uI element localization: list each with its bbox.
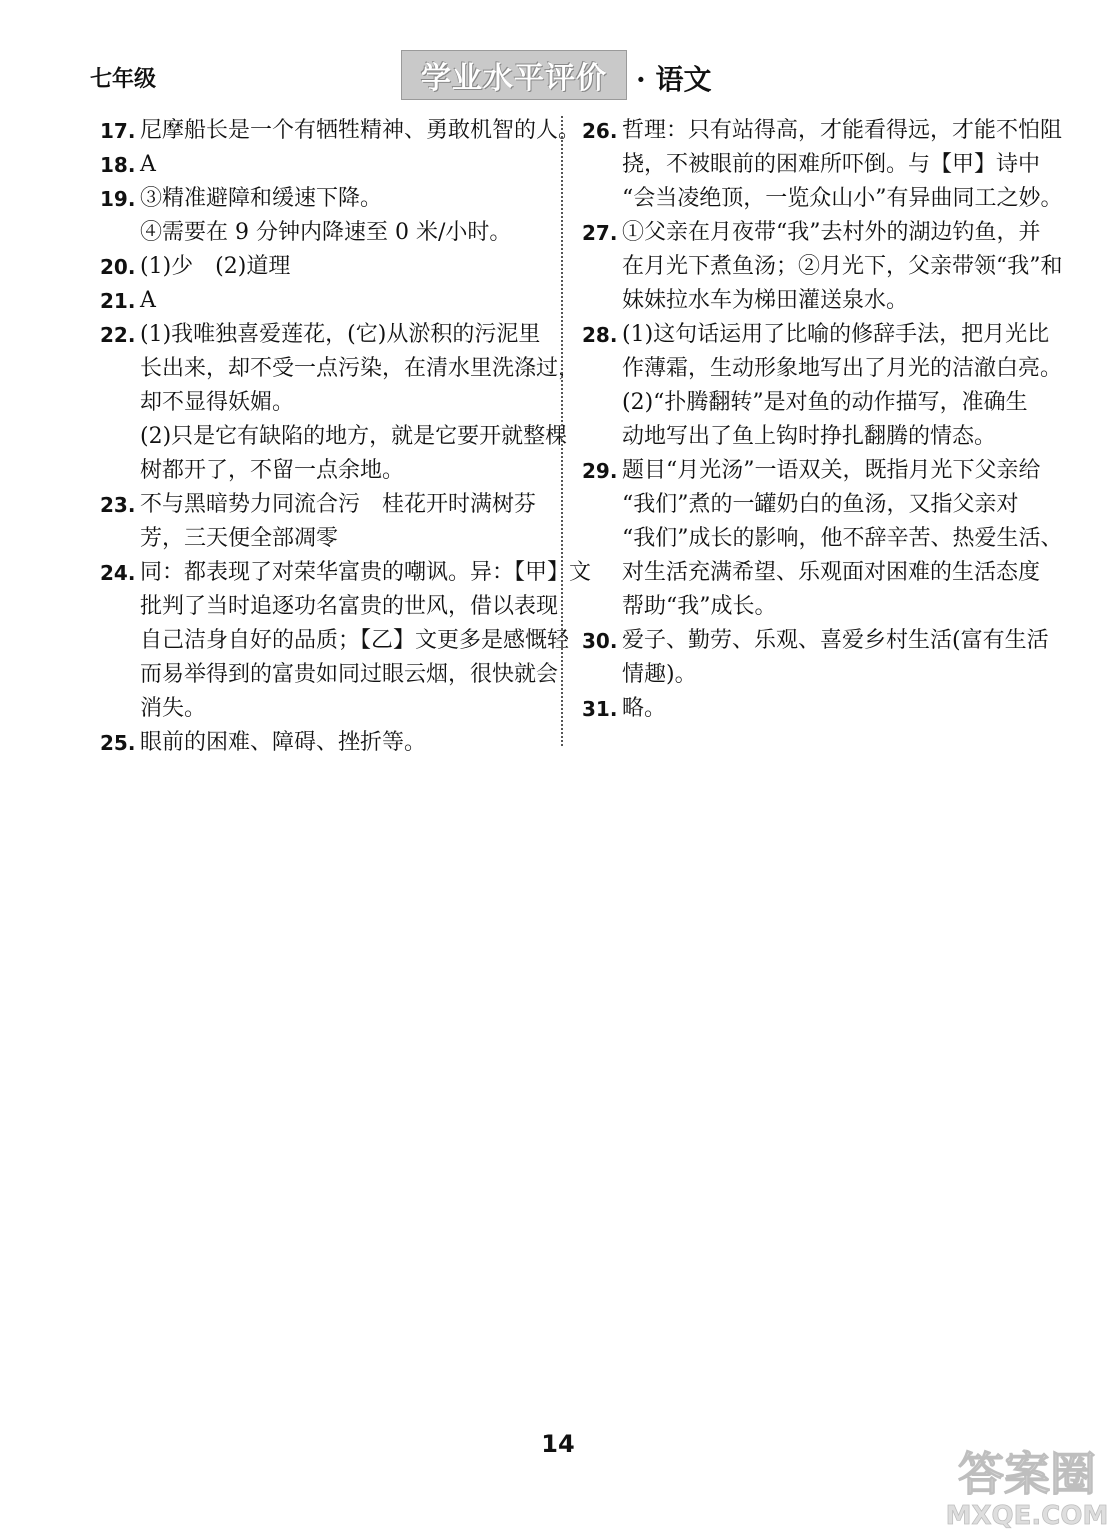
answer-line: 自己洁身自好的品质；【乙】文更多是感慨轻: [140, 628, 570, 653]
answer-line: 长出来，却不受一点污染，在清水里洗涤过，: [140, 356, 581, 381]
answer-item: [100, 148, 548, 182]
page-number: 14: [541, 1430, 575, 1458]
answer-line: “我们”成长的影响，他不辞辛苦、热爱生活、: [622, 526, 1063, 551]
answer-line: 作薄霜，生动形象地写出了月光的洁澈白亮。: [622, 356, 1063, 381]
subject-label: · 语文: [636, 63, 712, 96]
answer-line: ③精准避障和缓速下降。: [140, 186, 383, 211]
answer-item: [100, 726, 548, 760]
answer-line: 树都开了，不留一点余地。: [140, 458, 405, 483]
answer-line: A: [140, 288, 156, 313]
answer-line: 哲理：只有站得高，才能看得远，才能不怕阻: [622, 118, 1063, 143]
answer-item: [582, 114, 1063, 216]
answer-number: 26.: [582, 119, 618, 143]
answer-line: (1)少 (2)道理: [140, 254, 291, 279]
answer-item: [100, 318, 581, 488]
answer-item: [582, 624, 1049, 692]
answer-line: 爱子、勤劳、乐观、喜爱乡村生活(富有生活: [622, 628, 1049, 653]
answer-line: 挠，不被眼前的困难所吓倒。与【甲】诗中: [622, 152, 1041, 177]
left-answer-column: [100, 114, 592, 760]
answer-line: 芳，三天便全部凋零: [140, 526, 339, 551]
answer-number: 24.: [100, 561, 136, 585]
answer-number: 25.: [100, 731, 136, 755]
answer-line: (2)“扑腾翻转”是对鱼的动作描写，准确生: [622, 390, 1028, 415]
answer-number: 29.: [582, 459, 618, 483]
answer-item: [582, 692, 1036, 726]
watermark-text-top: 答案圈: [958, 1447, 1096, 1501]
answer-line: (1)这句话运用了比喻的修辞手法，把月光比: [622, 322, 1050, 347]
answer-line: 消失。: [140, 696, 207, 721]
answer-line: 眼前的困难、障碍、挫折等。: [140, 730, 427, 755]
answer-number: 18.: [100, 153, 136, 177]
book-title-banner: 学业水平评价: [401, 50, 627, 100]
answer-line: A: [140, 152, 156, 177]
answer-item: [100, 284, 548, 318]
answer-line: 妹妹拉水车为梯田灌送泉水。: [622, 288, 909, 313]
answer-line: 同：都表现了对荣华富贵的嘲讽。异：【甲】文: [140, 560, 592, 585]
right-answer-column: [582, 114, 1063, 726]
answer-item: [582, 216, 1063, 318]
answer-line: 对生活充满希望、乐观面对困难的生活态度: [622, 560, 1041, 585]
answer-number: 21.: [100, 289, 136, 313]
answer-number: 27.: [582, 221, 618, 245]
answer-item: [582, 454, 1063, 624]
answer-number: 19.: [100, 187, 136, 211]
answer-number: 23.: [100, 493, 136, 517]
answer-number: 28.: [582, 323, 618, 347]
answer-line: 动地写出了鱼上钩时挣扎翻腾的情态。: [622, 424, 997, 449]
column-divider: [561, 116, 563, 746]
answer-line: 帮助“我”成长。: [622, 594, 777, 619]
answer-item: [100, 114, 581, 148]
answer-line: 不与黑暗势力同流合污 桂花开时满树芬: [140, 492, 537, 517]
answer-line: 在月光下煮鱼汤；②月光下，父亲带领“我”和: [622, 254, 1063, 279]
answer-line: 题目“月光汤”一语双关，既指月光下父亲给: [622, 458, 1041, 483]
answer-line: ①父亲在月夜带“我”去村外的湖边钓鱼，并: [622, 220, 1041, 245]
watermark-text-bottom: MXQE.COM: [945, 1501, 1109, 1530]
answer-number: 20.: [100, 255, 136, 279]
answer-line: 却不显得妖媚。: [140, 390, 295, 415]
answer-line: (2)只是它有缺陷的地方，就是它要开就整棵: [140, 424, 568, 449]
answer-item: [100, 556, 592, 726]
answer-item: [100, 182, 548, 250]
answer-number: 22.: [100, 323, 136, 347]
answer-line: 略。: [622, 696, 667, 721]
answer-line: “我们”煮的一罐奶白的鱼汤，又指父亲对: [622, 492, 1019, 517]
answer-item: [582, 318, 1063, 454]
watermark-logo: [942, 1440, 1112, 1530]
answer-line: 情趣)。: [622, 662, 697, 687]
answer-number: 30.: [582, 629, 618, 653]
answer-line: 批判了当时追逐功名富贵的世风，借以表现: [140, 594, 559, 619]
answer-line: (1)我唯独喜爱莲花，(它)从淤积的污泥里: [140, 322, 541, 347]
answer-number: 17.: [100, 119, 136, 143]
answer-item: [100, 250, 548, 284]
grade-label: 七年级: [90, 66, 157, 92]
answer-line: ④需要在 9 分钟内降速至 0 米/小时。: [140, 220, 512, 245]
answer-line: 而易举得到的富贵如同过眼云烟，很快就会: [140, 662, 559, 687]
answer-item: [100, 488, 548, 556]
answer-line: “会当凌绝顶，一览众山小”有异曲同工之妙。: [622, 186, 1063, 211]
answer-number: 31.: [582, 697, 618, 721]
answer-line: 尼摩船长是一个有牺牲精神、勇敢机智的人。: [140, 118, 581, 143]
